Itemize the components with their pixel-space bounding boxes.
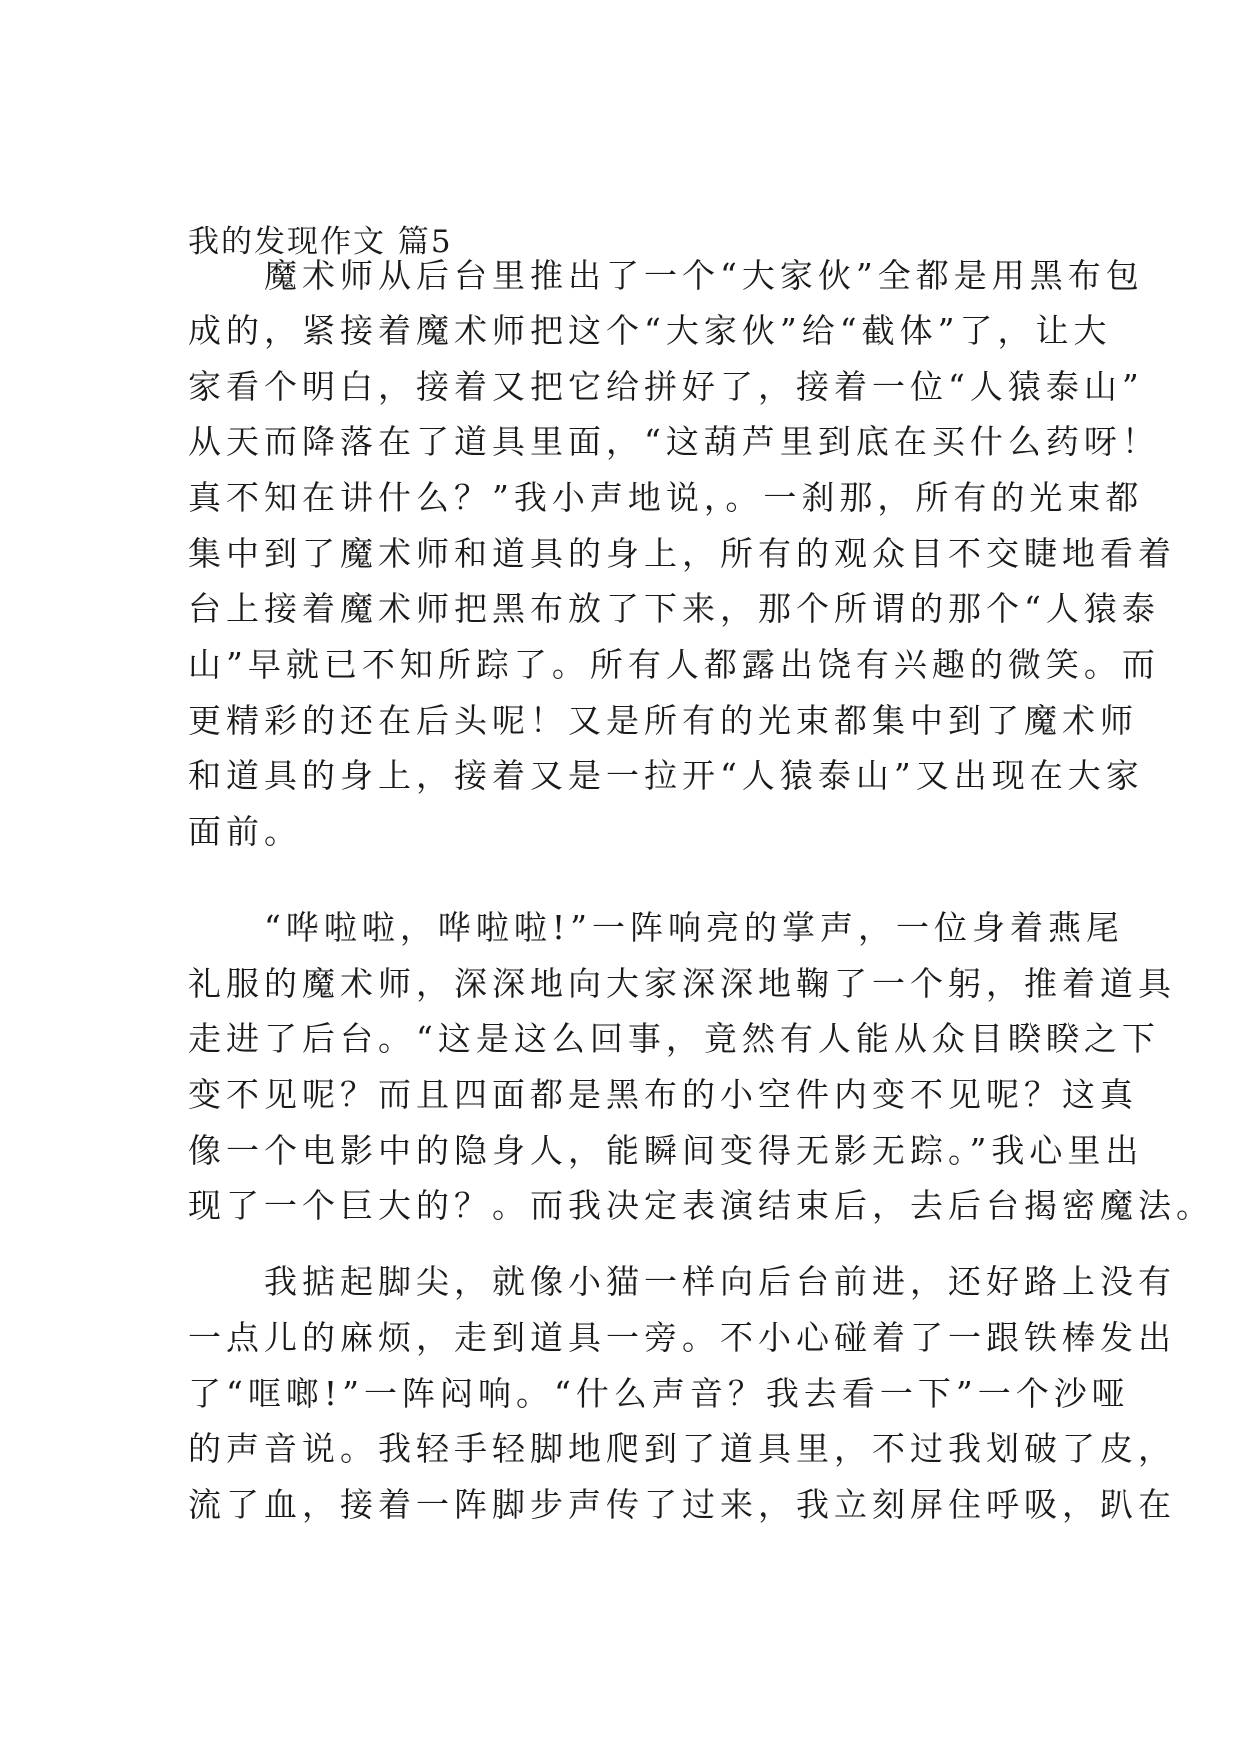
text-line: 和道具的身上，接着又是一拉开“人猿泰山”又出现在大家 [188,756,1144,795]
text-line: 变不见呢？而且四面都是黑布的小空件内变不见呢？这真 [188,1075,1138,1114]
text-line: 家看个明白，接着又把它给拼好了，接着一位“人猿泰山” [188,367,1144,406]
text-line: 一点儿的麻烦，走到道具一旁。不小心碰着了一跟铁棒发出 [188,1318,1176,1357]
text-line: 走进了后台。“这是这么回事，竟然有人能从众目睽睽之下 [188,1019,1160,1058]
text-line: 像一个电影中的隐身人，能瞬间变得无影无踪。”我心里出 [188,1131,1144,1170]
text-line: 现了一个巨大的？。而我决定表演结束后，去后台揭密魔法。 [188,1186,1214,1225]
text-line: 魔术师从后台里推出了一个“大家伙”全都是用黑布包 [188,256,1144,295]
text-line: “哗啦啦，哗啦啦!”一阵响亮的掌声，一位身着燕尾 [188,908,1125,947]
text-line: 了“哐啷!”一阵闷响。“什么声音？我去看一下”一个沙哑 [188,1374,1130,1413]
text-line: 的声音说。我轻手轻脚地爬到了道具里，不过我划破了皮， [188,1429,1176,1468]
text-line: 真不知在讲什么？”我小声地说，。一刹那，所有的光束都 [188,478,1144,517]
text-line: 集中到了魔术师和道具的身上，所有的观众目不交睫地看着 [188,534,1176,573]
text-line: 流了血，接着一阵脚步声传了过来，我立刻屏住呼吸，趴在 [188,1485,1176,1524]
text-line: 山”早就已不知所踪了。所有人都露出饶有兴趣的微笑。而 [188,645,1160,684]
text-line: 成的，紧接着魔术师把这个“大家伙”给“截体”了，让大 [188,311,1112,350]
text-line: 面前。 [188,812,302,851]
text-line: 我掂起脚尖，就像小猫一样向后台前进，还好路上没有 [188,1262,1176,1301]
text-line: 从天而降落在了道具里面，“这葫芦里到底在买什么药呀！ [188,422,1160,461]
text-line: 更精彩的还在后头呢！又是所有的光束都集中到了魔术师 [188,701,1138,740]
text-line: 礼服的魔术师，深深地向大家深深地鞠了一个躬，推着道具 [188,964,1176,1003]
document-heading: 我的发现作文 篇5 [188,224,453,260]
text-line: 台上接着魔术师把黑布放了下来，那个所谓的那个“人猿泰 [188,589,1160,628]
